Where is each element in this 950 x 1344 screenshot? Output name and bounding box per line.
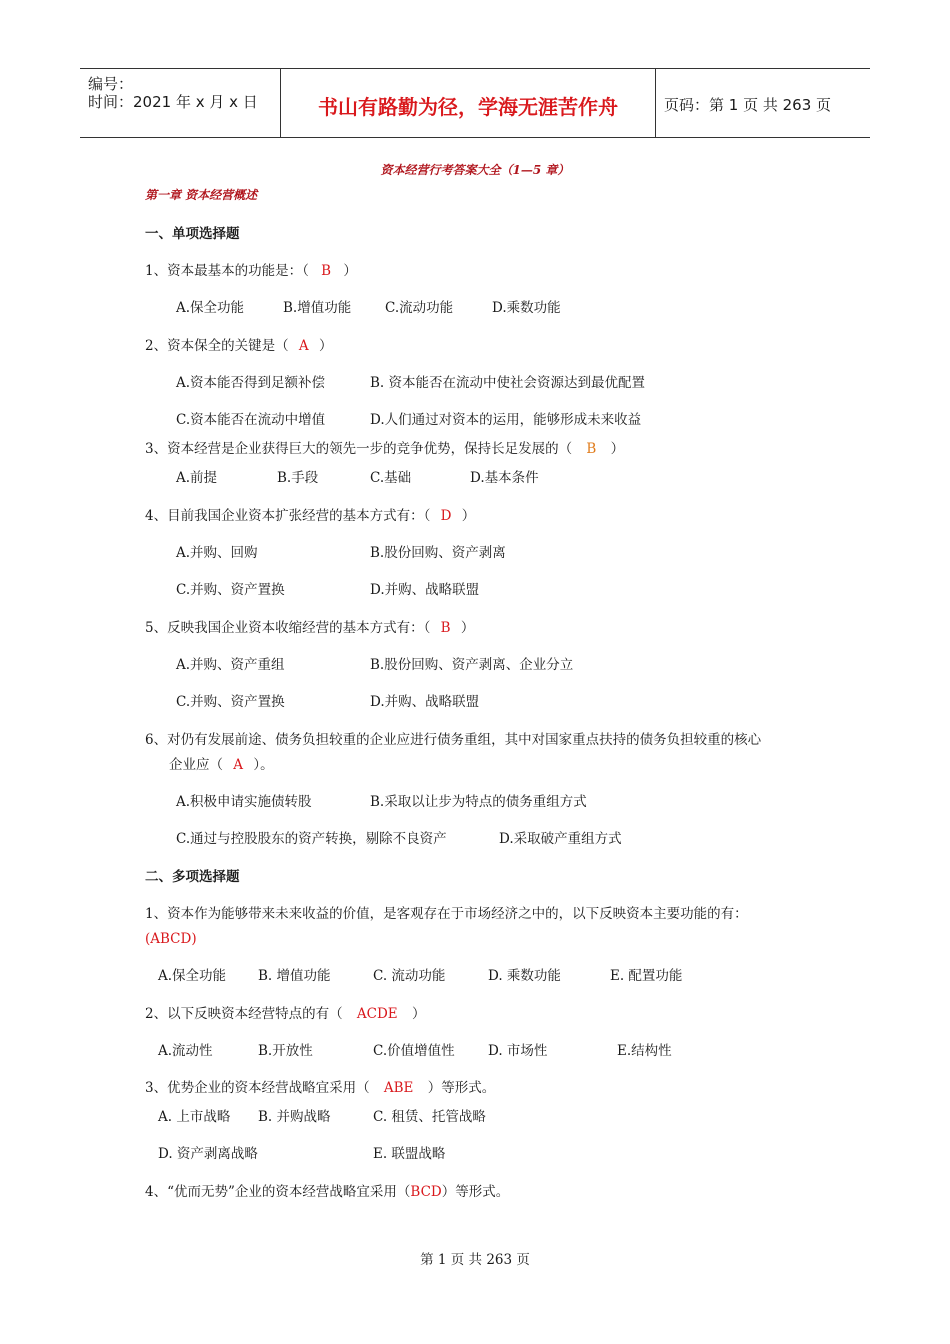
option-a: A.并购、回购	[176, 545, 258, 561]
option-a: A.积极申请实施债转股	[176, 794, 312, 810]
option-a: A.前提	[176, 470, 218, 486]
question-2	[145, 337, 332, 355]
answer: D	[440, 508, 452, 524]
question-1	[145, 262, 357, 280]
question-6: 6、对仍有发展前途、债务负担较重的企业应进行债务重组，其中对国家重点扶持的债务负担较重的核心	[145, 732, 762, 748]
question-end: ）	[610, 441, 625, 457]
option-c: C.资本能否在流动中增值	[176, 412, 326, 428]
page-header	[80, 68, 870, 138]
answer: ACDE	[356, 1006, 398, 1022]
option-d: D. 资产剥离战略	[158, 1146, 258, 1162]
option-e: E. 配置功能	[610, 968, 683, 984]
option-b: B.开放性	[258, 1043, 313, 1059]
option-d: D.采取破产重组方式	[499, 831, 622, 847]
question-stem: 5、反映我国企业资本收缩经营的基本方式有：（	[145, 620, 431, 636]
option-e: E.结构性	[617, 1043, 672, 1059]
option-a: A.流动性	[158, 1043, 213, 1059]
option-d: D. 市场性	[488, 1043, 548, 1059]
motto: 书山有路勤为径，学海无涯苦作舟	[318, 95, 618, 119]
section2-heading: 二、多项选择题	[145, 869, 240, 885]
question-5	[145, 619, 474, 637]
option-b: B. 增值功能	[258, 968, 331, 984]
question-stem: 4、目前我国企业资本扩张经营的基本方式有：（	[145, 508, 431, 524]
answer: ABE	[383, 1080, 414, 1096]
option-c: C.流动功能	[385, 300, 454, 316]
option-c: C. 租赁、托管战略	[373, 1109, 486, 1125]
option-b: B.股份回购、资产剥离	[370, 545, 506, 561]
question-stem: 4、“优而无势”企业的资本经营战略宜采用（	[145, 1184, 411, 1200]
option-c: C. 流动功能	[373, 968, 446, 984]
page-label: 页码：第 1 页 共 263 页	[664, 96, 832, 114]
header-left-cell	[80, 69, 280, 137]
answer: (ABCD)	[145, 931, 197, 947]
answer: BCD	[410, 1184, 442, 1200]
question-end: ）。	[253, 757, 274, 773]
option-a: A.保全功能	[158, 968, 227, 984]
option-c: C.并购、资产置换	[176, 694, 285, 710]
question-stem: 2、以下反映资本经营特点的有（	[145, 1006, 343, 1022]
option-a: A.保全功能	[176, 300, 245, 316]
question-end: ）	[343, 263, 357, 279]
question-m4	[145, 1183, 509, 1201]
page-footer: 第 1 页 共 263 页	[420, 1252, 530, 1268]
question-m2	[145, 1005, 425, 1023]
option-d: D.并购、战略联盟	[370, 582, 480, 598]
answer: B	[321, 263, 332, 279]
option-d: D.乘数功能	[492, 300, 561, 316]
id-label: 编号：	[88, 75, 134, 93]
question-end: ）等形式。	[441, 1184, 510, 1200]
header-right-cell	[656, 69, 870, 137]
option-d: D.并购、战略联盟	[370, 694, 480, 710]
time-label: 时间：2021 年 x 月 x 日	[88, 93, 258, 111]
option-c: C.基础	[370, 470, 412, 486]
question-3	[145, 440, 624, 458]
question-stem: 3、优势企业的资本经营战略宜采用（	[145, 1080, 370, 1096]
question-m1: 1、资本作为能够带来未来收益的价值，是客观存在于市场经济之中的，以下反映资本主要功能的有：	[145, 906, 748, 922]
option-c: C.通过与控股股东的资产转换，剔除不良资产	[176, 831, 447, 847]
option-a: A. 上市战略	[158, 1109, 231, 1125]
question-end: ）	[461, 508, 476, 524]
option-b: B.手段	[277, 470, 319, 486]
answer: A	[233, 757, 244, 773]
question-stem: 3、资本经营是企业获得巨大的领先一步的竞争优势，保持长足发展的（	[145, 441, 573, 457]
option-c: C.并购、资产置换	[176, 582, 285, 598]
question-stem: 2、资本保全的关键是（	[145, 338, 289, 354]
answer: A	[298, 338, 309, 354]
option-b: B. 并购战略	[258, 1109, 331, 1125]
question-end: ）	[460, 620, 475, 636]
option-d: D.基本条件	[470, 470, 539, 486]
option-b: B.增值功能	[283, 300, 352, 316]
question-stem: 1、资本最基本的功能是：（	[145, 263, 309, 279]
doc-title: 资本经营行考答案大全（1—5 章）	[380, 163, 570, 177]
question-6-cont	[169, 756, 274, 774]
option-d: D.人们通过对资本的运用，能够形成未来收益	[370, 412, 642, 428]
option-b: B. 资本能否在流动中使社会资源达到最优配置	[370, 375, 646, 391]
question-stem: 企业应（	[169, 757, 223, 773]
question-end: ）等形式。	[427, 1080, 496, 1096]
question-end: ）	[411, 1006, 426, 1022]
option-c: C.价值增值性	[373, 1043, 455, 1059]
section1-heading: 一、单项选择题	[145, 226, 240, 242]
chapter-title: 第一章 资本经营概述	[145, 188, 258, 202]
question-4	[145, 507, 475, 525]
answer: B	[440, 620, 451, 636]
option-e: E. 联盟战略	[373, 1146, 446, 1162]
question-m3	[145, 1079, 495, 1097]
option-a: A.并购、资产重组	[176, 657, 285, 673]
option-b: B.采取以让步为特点的债务重组方式	[370, 794, 587, 810]
option-b: B.股份回购、资产剥离、企业分立	[370, 657, 574, 673]
option-a: A.资本能否得到足额补偿	[176, 375, 326, 391]
answer: B	[586, 441, 597, 457]
question-end: ）	[318, 338, 333, 354]
header-center-cell	[280, 69, 656, 137]
option-d: D. 乘数功能	[488, 968, 561, 984]
